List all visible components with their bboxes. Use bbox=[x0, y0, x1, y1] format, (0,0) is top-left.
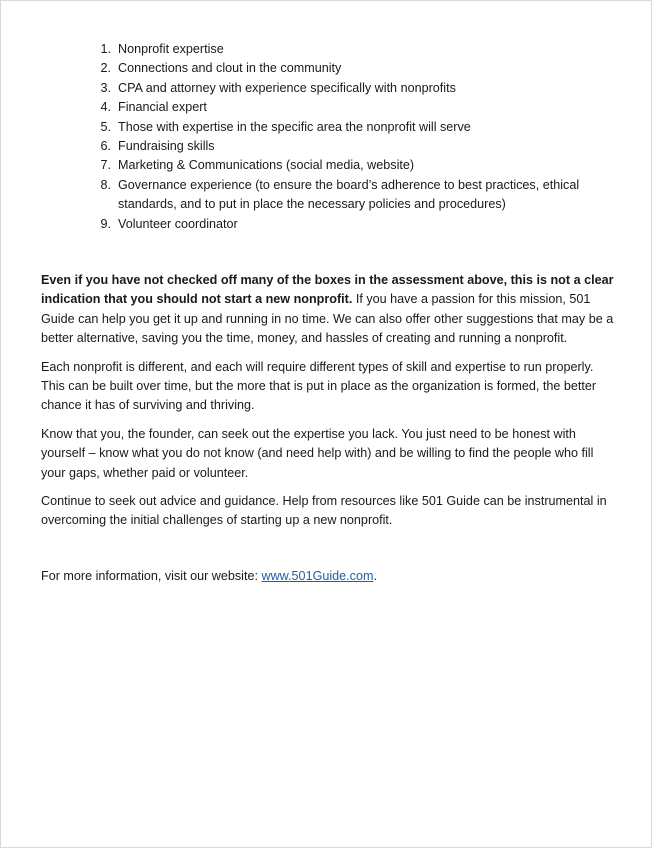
list-item bbox=[97, 137, 597, 156]
list-item bbox=[97, 79, 597, 98]
list-item-text: Marketing & Communications (social media, website) bbox=[118, 158, 415, 173]
body-text bbox=[41, 271, 617, 540]
list-item-number: 6. bbox=[100, 139, 111, 154]
list-item bbox=[97, 59, 597, 78]
list-item-text: Nonprofit expertise bbox=[118, 42, 224, 56]
paragraph-intro-rest: If you have a passion for this mission, 501 Guide can help you get it up and running in no time. We can also offer other suggestions that may be a better alternative, saving you the time, money, and hassles of creating and running a nonprofit. bbox=[41, 292, 614, 346]
expertise-list bbox=[97, 40, 597, 234]
list-item-text: CPA and attorney with experience specifically with nonprofits bbox=[118, 80, 456, 95]
paragraph-intro-bold: Even if you have not checked off many of the boxes in the assessment above, this is not a clear indication that you should not start a new nonprofit. bbox=[41, 273, 614, 307]
list-item-number: 7. bbox=[100, 158, 111, 173]
list-item bbox=[97, 118, 597, 137]
list-item bbox=[97, 40, 597, 59]
list-item-number: 9. bbox=[100, 216, 111, 231]
website-link[interactable]: www.501Guide.com bbox=[261, 569, 374, 583]
list-item-number: 3. bbox=[100, 80, 111, 95]
list-item bbox=[97, 215, 597, 234]
list-item bbox=[97, 98, 597, 117]
list-item-number: 2. bbox=[100, 61, 111, 76]
list-item-text: Connections and clout in the community bbox=[118, 61, 342, 76]
paragraph-advice: Continue to seek out advice and guidance. Help from resources like 501 Guide can be instrumental in overcoming the initial challenges of starting up a new nonprofit. bbox=[41, 494, 607, 528]
list-item-text: Those with expertise in the specific area the nonprofit will serve bbox=[118, 119, 471, 134]
list-item-number: 8. bbox=[100, 177, 111, 192]
paragraph-founder: Know that you, the founder, can seek out the expertise you lack. You just need to be honest with yourself – know what you do not know (and need help with) and be willing to find the people who fill your gaps, whether paid or volunteer. bbox=[41, 426, 594, 480]
list-item-number: 1. bbox=[100, 42, 111, 56]
list-item-text: Fundraising skills bbox=[118, 139, 215, 154]
list-item bbox=[97, 176, 597, 215]
list-item-number: 4. bbox=[100, 100, 111, 115]
paragraph-intro bbox=[41, 271, 617, 349]
list-item-number: 5. bbox=[100, 119, 111, 134]
paragraph-each-nonprofit: Each nonprofit is different, and each will require different types of skill and expertise to run properly. This can be built over time, but the more that is put in place as the organization is formed, the better chance it has of surviving and thriving. bbox=[41, 359, 597, 413]
more-info-line bbox=[41, 567, 617, 586]
list-item bbox=[97, 156, 597, 175]
more-info-suffix: . bbox=[373, 569, 377, 583]
list-item-text: Volunteer coordinator bbox=[118, 216, 238, 231]
list-item-text: Financial expert bbox=[118, 100, 207, 115]
more-info-prefix: For more information, visit our website: bbox=[41, 569, 262, 583]
list-item-text: Governance experience (to ensure the board’s adherence to best practices, ethical standards, and to put in place the necessary policies and procedures) bbox=[118, 177, 580, 212]
